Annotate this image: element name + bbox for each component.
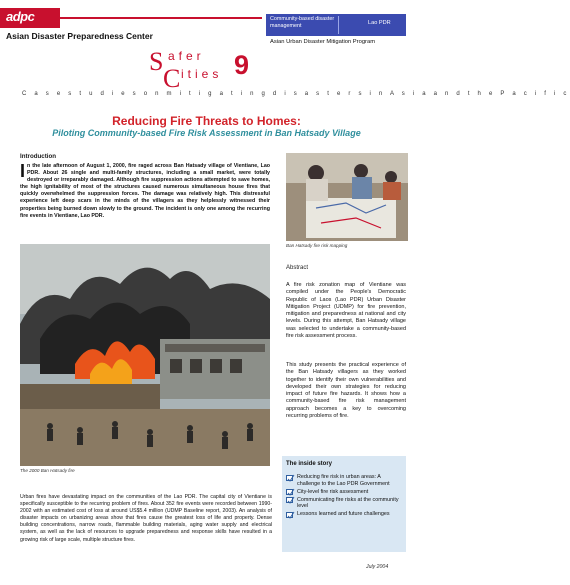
list-item-label: Lessons learned and future challenges	[297, 511, 390, 518]
publication-date: July 2004	[366, 564, 389, 570]
intro-dropcap: I	[20, 161, 26, 181]
inside-story-list	[286, 474, 404, 520]
org-name: Asian Disaster Preparedness Center	[6, 31, 153, 41]
abstract-paragraph-1: A fire risk zonation map of Vientiane was compiled under the People's Democratic Republic of Laos (Lao PDR) Urban Disaster Mitigation Project (UDMP) for fire prevention, mitigation and preparedness at national and city levels. During this attempt, Ban Hatsady village was selected to undertake a community-based fire risk assessment process.	[286, 282, 406, 340]
fire-photo-caption: The 2000 Ban Hatsady fire	[20, 468, 75, 473]
list-item	[286, 511, 404, 518]
intro-paragraph: n the late afternoon of August 1, 2000, fire raged across Ban Hatsady village of Vientiane, Lao PDR. About 26 single and multi-family structures, including a small market, were totally destroyed or irreparably damaged. Although fire suppression actions attempted to save homes, the high ignitability of most of the structures caused numerous simultaneous house fires that quickly overwhelmed the suppression forces. The damage was relatively high. This distressful experience left deep scars in the minds of the villagers as they helplessly witnessed their properties being burned down slowly to the ground. The incident is only one among the recurring fire events in Vientiane, Lao PDR.	[20, 163, 270, 219]
list-item-label: Communicating fire risks at the community level	[297, 496, 399, 510]
checkbox-icon	[286, 489, 293, 495]
fire-photo	[20, 244, 270, 466]
issue-number: 9	[234, 50, 250, 80]
page-subtitle: Piloting Community-based Fire Risk Assessment in Ban Hatsady Village	[52, 128, 361, 138]
header-rule	[60, 17, 262, 19]
safer-cities-ities: ities	[181, 67, 223, 81]
list-item	[286, 474, 404, 487]
page-title: Reducing Fire Threats to Homes:	[112, 114, 301, 128]
body-paragraph: Urban fires have devastating impact on the communities of the Lao PDR. The capital city of Vientiane is specifically susceptible to the recurring problem of fires. About 352 fire events were recorded between 1990-2002 with an estimated cost of loss at around US$5.4 million (UDMP Baseline report, 2003). An analysis of disaster impacts on urbanizing areas show that fires cause the greatest loss of life and property. Dense building concentrations, narrow roads, flammable building materials, aging water supply and electrical system, as well as the lack of resources to upgrade preparedness and response skills have resulted in a growing risk of large scale, multiple structure fires.	[20, 494, 272, 543]
safer-cities-afer: afer	[168, 49, 205, 63]
checkbox-icon	[286, 512, 293, 518]
abstract-heading: Abstract	[286, 265, 309, 271]
list-item-label: Reducing fire risk in urban areas: A challenge to the Lao PDR Government	[297, 474, 390, 487]
series-tagline: C a s e s t u d i e s o n m i t i g a t i n g d i s a s t e r s i n A s i a a n d t h e P a c i f i c	[22, 91, 570, 97]
mapping-photo-caption: Ban Hatsady fire risk mapping	[286, 243, 348, 248]
adpc-logo: adpc	[6, 9, 35, 24]
inside-story-heading: The inside story	[286, 461, 333, 467]
abstract-paragraph-2: This study presents the practical experience of the Ban Hatsady villagers as they worked together to identify their own vulnerabilities and developed their own strategies for reducing impact of future fire hazards. It shows how a community-based fire risk management approach becomes a key to overcoming recurring problems of fire.	[286, 362, 406, 420]
list-item	[286, 489, 404, 496]
list-item-label: City-level fire risk assessment	[297, 488, 369, 495]
list-item	[286, 497, 404, 510]
intro-section	[20, 163, 270, 220]
community-box-divider	[338, 16, 339, 34]
community-box-label: Community-based disaster management	[270, 16, 335, 29]
mapping-photo	[286, 153, 408, 241]
intro-heading: Introduction	[20, 153, 57, 160]
safer-cities-c: C	[163, 64, 181, 93]
program-name: Asian Urban Disaster Mitigation Program	[270, 39, 376, 45]
safer-cities-s: S	[149, 47, 164, 76]
checkbox-icon	[286, 475, 293, 481]
community-box-country: Lao PDR	[368, 20, 391, 26]
checkbox-icon	[286, 497, 293, 503]
